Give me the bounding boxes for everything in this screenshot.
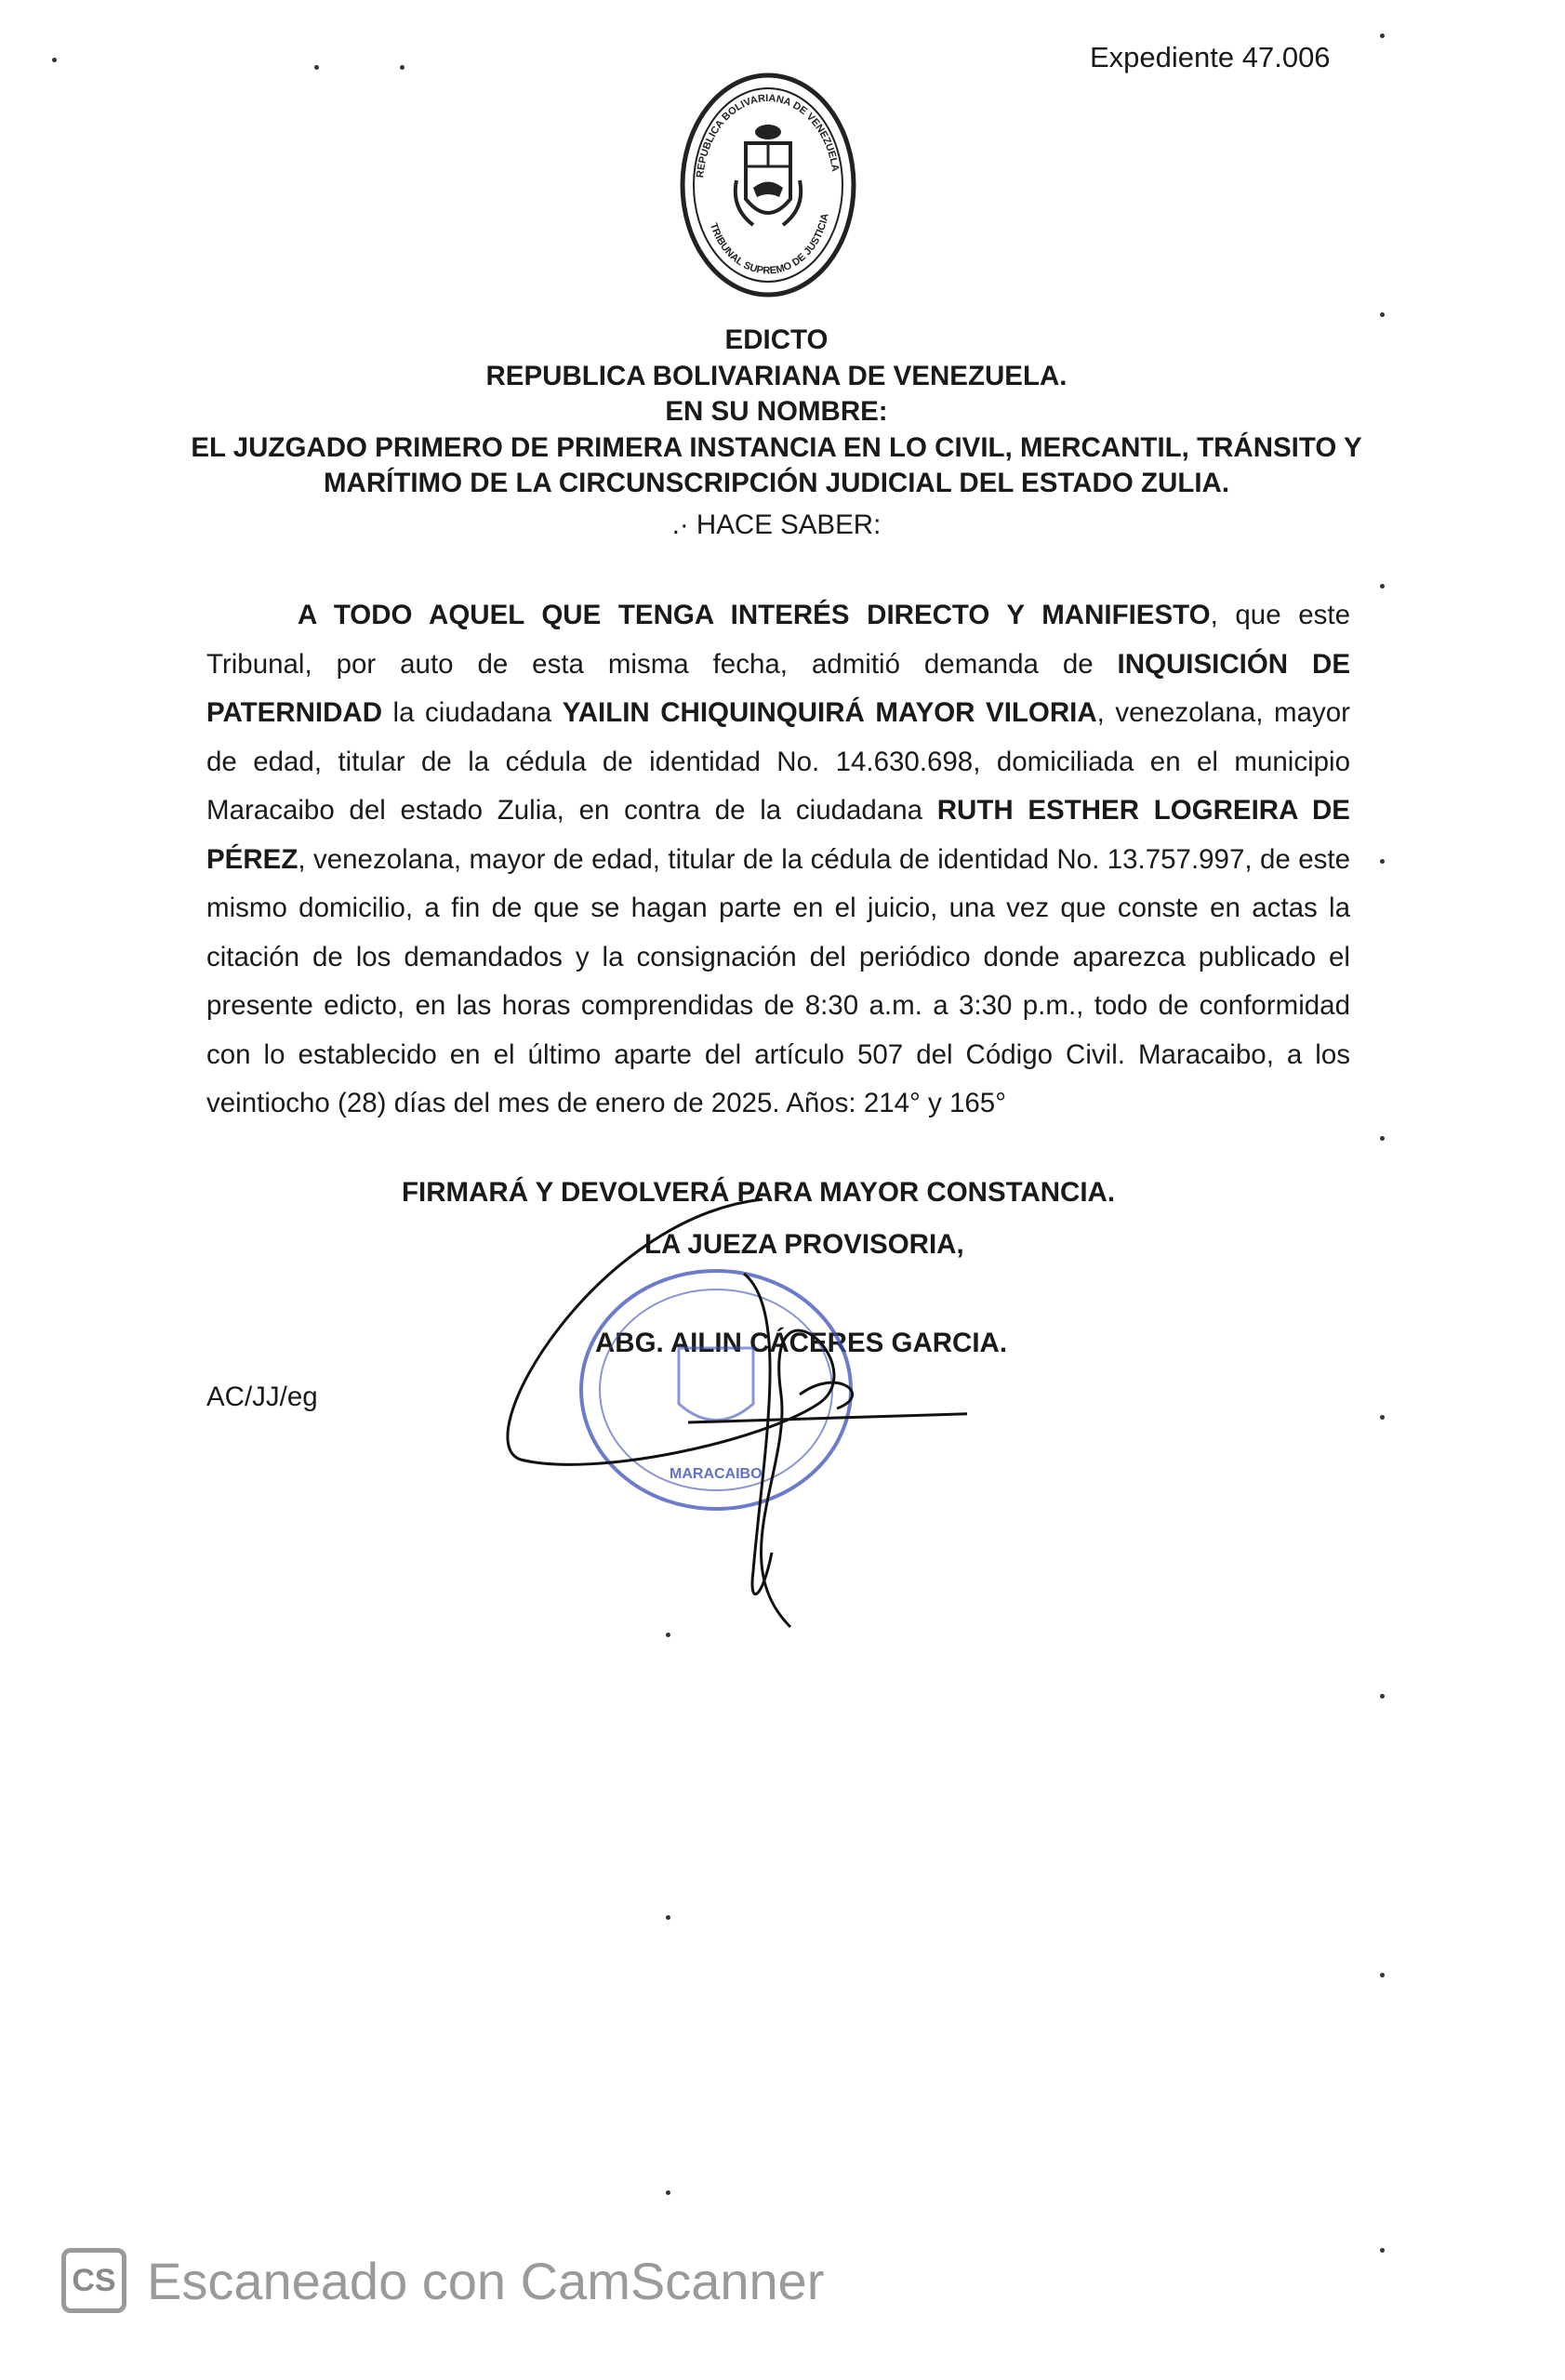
body-bold-todo-aquel: A TODO AQUEL QUE TENGA INTERÉS DIRECTO Y MANIFIESTO <box>298 600 1211 630</box>
body-bold-demandante: YAILIN CHIQUINQUIRÁ MAYOR VILORIA <box>562 697 1097 728</box>
scan-speck <box>52 58 57 62</box>
scan-speck <box>666 2190 670 2195</box>
title-hace-saber: .· HACE SABER: <box>671 509 882 540</box>
body-text-2: la ciudadana <box>382 697 563 728</box>
body-bold-demandada: RUTH ESTHER LOGREIRA DE PÉREZ <box>206 795 1350 875</box>
scan-speck <box>1380 1415 1385 1420</box>
scan-speck <box>1380 584 1385 588</box>
seal-bottom-text: TRIBUNAL SUPREMO DE JUSTICIA <box>707 212 831 277</box>
scan-speck <box>400 65 405 70</box>
court-stamp-and-signature <box>484 1162 967 1646</box>
scan-speck <box>666 1633 670 1637</box>
document-initials: AC/JJ/eg <box>206 1382 318 1412</box>
scan-speck <box>1380 1694 1385 1699</box>
camscanner-logo-icon: CS <box>61 2248 126 2313</box>
firmara-line: FIRMARÁ Y DEVOLVERÁ PARA MAYOR CONSTANCIA. <box>402 1177 1116 1208</box>
scan-speck <box>1380 33 1385 38</box>
body-text-1: , que este Tribunal, por auto de esta misma fecha, admitió demanda de <box>206 600 1350 680</box>
scan-speck <box>666 1915 670 1920</box>
body-text-3: , venezolana, mayor de edad, titular de la cédula de identidad No. 14.630.698, domiciliada en el municipio Maracaibo del estado Zulia, en contra de la ciudadana <box>206 697 1350 826</box>
camscanner-text: Escaneado con CamScanner <box>147 2251 825 2310</box>
title-republica: REPUBLICA BOLIVARIANA DE VENEZUELA. <box>485 361 1068 391</box>
scan-speck <box>1380 2248 1385 2253</box>
title-juzgado-line2: MARÍTIMO DE LA CIRCUNSCRIPCIÓN JUDICIAL DEL ESTADO ZULIA. <box>323 468 1230 498</box>
tsj-seal <box>675 69 861 301</box>
edicto-body <box>206 591 1350 1129</box>
scan-speck <box>1380 1973 1385 1977</box>
scan-speck <box>1380 312 1385 317</box>
expediente-number: Expediente 47.006 <box>1090 41 1331 73</box>
title-edicto: EDICTO <box>724 324 829 355</box>
title-juzgado-line1: EL JUZGADO PRIMERO DE PRIMERA INSTANCIA EN LO CIVIL, MERCANTIL, TRÁNSITO Y <box>191 432 1362 463</box>
scan-speck <box>314 65 319 70</box>
camscanner-watermark <box>61 2248 824 2313</box>
stamp-text: MARACAIBO <box>670 1466 763 1482</box>
seal-top-text: REPUBLICA BOLIVARIANA DE VENEZUELA <box>695 92 842 178</box>
jueza-title: LA JUEZA PROVISORIA, <box>644 1229 964 1260</box>
scan-speck <box>1380 859 1385 864</box>
judge-name: ABG. AILIN CÁCERES GARCIA. <box>595 1328 1008 1358</box>
scan-speck <box>1380 1136 1385 1141</box>
svg-text:TRIBUNAL SUPREMO DE JUSTICIA <box>708 212 831 276</box>
title-en-su-nombre: EN SU NOMBRE: <box>665 396 888 427</box>
body-text-4: , venezolana, mayor de edad, titular de la cédula de identidad No. 13.757.997, de este mismo domicilio, a fin de que se hagan parte en el juicio, una vez que conste en actas la citación de los demandados y la consignación del periódico donde aparezca publicado el presente edicto, en las horas comprendidas de 8:30 a.m. a 3:30 p.m., todo de conformidad con lo establecido en el último aparte del artículo 507 del Código Civil. Maracaibo, a los veintiocho (28) días del mes de enero de 2025. Años: 214° y 165° <box>206 843 1350 1118</box>
body-bold-inquisicion: INQUISICIÓN DE PATERNIDAD <box>206 648 1351 728</box>
